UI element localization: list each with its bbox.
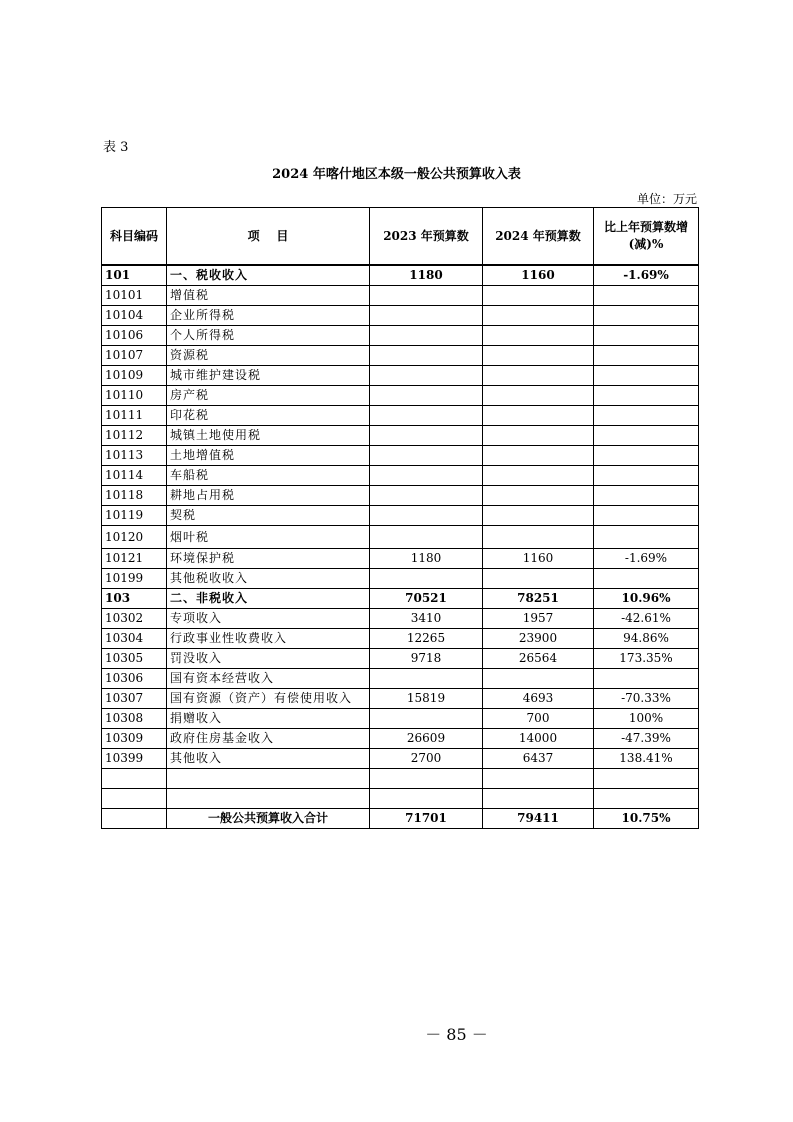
code-cell xyxy=(102,789,167,809)
budget-2024-cell xyxy=(483,286,594,306)
code-cell: 10306 xyxy=(102,669,167,689)
budget-2023-cell xyxy=(370,526,483,549)
budget-2024-cell: 1160 xyxy=(483,549,594,569)
code-cell: 10121 xyxy=(102,549,167,569)
category-row xyxy=(102,589,699,609)
budget-2023-cell xyxy=(370,446,483,466)
item-name-cell: 资源税 xyxy=(167,346,370,366)
item-name-cell: 一、税收收入 xyxy=(167,265,370,286)
budget-2023-cell xyxy=(370,286,483,306)
budget-2024-cell xyxy=(483,446,594,466)
table-row xyxy=(102,609,699,629)
budget-2024-cell xyxy=(483,526,594,549)
budget-2023-cell xyxy=(370,669,483,689)
column-header-item: 项 目 xyxy=(167,208,370,266)
code-cell: 10304 xyxy=(102,629,167,649)
item-name-cell xyxy=(167,789,370,809)
budget-2024-cell xyxy=(483,769,594,789)
item-name-cell: 增值税 xyxy=(167,286,370,306)
change-percent-cell xyxy=(594,669,699,689)
budget-2024-cell xyxy=(483,426,594,446)
budget-2024-cell xyxy=(483,669,594,689)
change-percent-cell xyxy=(594,306,699,326)
budget-2023-cell xyxy=(370,506,483,526)
change-percent-cell xyxy=(594,326,699,346)
change-percent-cell: 94.86% xyxy=(594,629,699,649)
change-percent-cell xyxy=(594,366,699,386)
budget-2023-cell: 71701 xyxy=(370,809,483,829)
change-percent-cell xyxy=(594,466,699,486)
budget-2024-cell: 1957 xyxy=(483,609,594,629)
table-row xyxy=(102,306,699,326)
code-cell: 101 xyxy=(102,265,167,286)
item-name-cell: 城镇土地使用税 xyxy=(167,426,370,446)
code-cell: 103 xyxy=(102,589,167,609)
code-cell: 10106 xyxy=(102,326,167,346)
table-row xyxy=(102,426,699,446)
budget-2023-cell xyxy=(370,709,483,729)
code-cell: 10111 xyxy=(102,406,167,426)
table-row xyxy=(102,506,699,526)
budget-2024-cell xyxy=(483,486,594,506)
table-row xyxy=(102,486,699,506)
change-percent-cell xyxy=(594,286,699,306)
item-name-cell: 个人所得税 xyxy=(167,326,370,346)
code-cell: 10104 xyxy=(102,306,167,326)
budget-2024-cell xyxy=(483,366,594,386)
table-row xyxy=(102,286,699,306)
table-row xyxy=(102,689,699,709)
budget-2023-cell xyxy=(370,769,483,789)
table-row xyxy=(102,569,699,589)
budget-2024-cell xyxy=(483,326,594,346)
item-name-cell: 专项收入 xyxy=(167,609,370,629)
budget-2023-cell: 70521 xyxy=(370,589,483,609)
table-label: 表 3 xyxy=(103,140,129,155)
budget-2024-cell xyxy=(483,386,594,406)
item-name-cell: 印花税 xyxy=(167,406,370,426)
table-row xyxy=(102,629,699,649)
code-cell: 10199 xyxy=(102,569,167,589)
table-row xyxy=(102,466,699,486)
item-name-cell: 企业所得税 xyxy=(167,306,370,326)
budget-2024-cell: 6437 xyxy=(483,749,594,769)
code-cell: 10305 xyxy=(102,649,167,669)
item-name-cell: 一般公共预算收入合计 xyxy=(167,809,370,829)
code-cell: 10109 xyxy=(102,366,167,386)
item-name-cell: 烟叶税 xyxy=(167,526,370,549)
change-percent-cell: 10.96% xyxy=(594,589,699,609)
budget-2023-cell xyxy=(370,426,483,446)
change-percent-cell xyxy=(594,346,699,366)
item-name-cell: 耕地占用税 xyxy=(167,486,370,506)
code-cell: 10114 xyxy=(102,466,167,486)
change-percent-cell xyxy=(594,769,699,789)
change-percent-cell: -47.39% xyxy=(594,729,699,749)
budget-2023-cell: 12265 xyxy=(370,629,483,649)
budget-2023-cell xyxy=(370,326,483,346)
budget-2024-cell xyxy=(483,569,594,589)
code-cell: 10308 xyxy=(102,709,167,729)
change-percent-cell xyxy=(594,406,699,426)
column-header-2024: 2024 年预算数 xyxy=(483,208,594,266)
code-cell: 10118 xyxy=(102,486,167,506)
item-name-cell: 其他税收收入 xyxy=(167,569,370,589)
budget-2023-cell: 1180 xyxy=(370,549,483,569)
budget-2023-cell xyxy=(370,569,483,589)
table-row xyxy=(102,366,699,386)
code-cell: 10309 xyxy=(102,729,167,749)
change-percent-cell xyxy=(594,426,699,446)
budget-2023-cell: 1180 xyxy=(370,265,483,286)
budget-2024-cell xyxy=(483,789,594,809)
item-name-cell: 房产税 xyxy=(167,386,370,406)
table-body xyxy=(102,265,699,829)
item-name-cell: 罚没收入 xyxy=(167,649,370,669)
budget-2023-cell xyxy=(370,386,483,406)
column-header-change: 比上年预算数增(减)% xyxy=(594,208,699,266)
change-percent-cell: -70.33% xyxy=(594,689,699,709)
code-cell: 10112 xyxy=(102,426,167,446)
code-cell: 10119 xyxy=(102,506,167,526)
change-percent-cell xyxy=(594,569,699,589)
budget-2024-cell: 26564 xyxy=(483,649,594,669)
budget-2024-cell: 4693 xyxy=(483,689,594,709)
table-row xyxy=(102,789,699,809)
budget-2023-cell xyxy=(370,346,483,366)
budget-2024-cell: 78251 xyxy=(483,589,594,609)
budget-2024-cell: 23900 xyxy=(483,629,594,649)
category-row xyxy=(102,265,699,286)
total-row xyxy=(102,809,699,829)
item-name-cell: 二、非税收入 xyxy=(167,589,370,609)
column-header-2023: 2023 年预算数 xyxy=(370,208,483,266)
item-name-cell: 国有资源（资产）有偿使用收入 xyxy=(167,689,370,709)
budget-2024-cell: 1160 xyxy=(483,265,594,286)
budget-2023-cell xyxy=(370,466,483,486)
document-title: 2024 年喀什地区本级一般公共预算收入表 xyxy=(272,167,521,182)
code-cell: 10120 xyxy=(102,526,167,549)
budget-2023-cell: 15819 xyxy=(370,689,483,709)
change-percent-cell xyxy=(594,506,699,526)
change-percent-cell: 173.35% xyxy=(594,649,699,669)
item-name-cell: 车船税 xyxy=(167,466,370,486)
budget-2024-cell xyxy=(483,466,594,486)
budget-2023-cell: 2700 xyxy=(370,749,483,769)
code-cell xyxy=(102,769,167,789)
budget-2024-cell: 700 xyxy=(483,709,594,729)
budget-2023-cell xyxy=(370,306,483,326)
budget-2023-cell: 9718 xyxy=(370,649,483,669)
column-header-code: 科目编码 xyxy=(102,208,167,266)
budget-2024-cell: 79411 xyxy=(483,809,594,829)
code-cell: 10399 xyxy=(102,749,167,769)
item-name-cell: 城市维护建设税 xyxy=(167,366,370,386)
budget-2023-cell xyxy=(370,366,483,386)
code-cell: 10302 xyxy=(102,609,167,629)
change-percent-cell xyxy=(594,386,699,406)
item-name-cell: 土地增值税 xyxy=(167,446,370,466)
unit-note: 单位：万元 xyxy=(636,192,697,206)
table-row xyxy=(102,649,699,669)
budget-2023-cell: 3410 xyxy=(370,609,483,629)
budget-table xyxy=(101,207,699,829)
item-name-cell: 行政事业性收费收入 xyxy=(167,629,370,649)
budget-2023-cell xyxy=(370,789,483,809)
item-name-cell: 国有资本经营收入 xyxy=(167,669,370,689)
item-name-cell: 捐赠收入 xyxy=(167,709,370,729)
table-row xyxy=(102,346,699,366)
table-row xyxy=(102,446,699,466)
budget-2024-cell xyxy=(483,306,594,326)
change-percent-cell: 138.41% xyxy=(594,749,699,769)
code-cell: 10307 xyxy=(102,689,167,709)
item-name-cell xyxy=(167,769,370,789)
item-name-cell: 政府住房基金收入 xyxy=(167,729,370,749)
change-percent-cell: -42.61% xyxy=(594,609,699,629)
change-percent-cell: -1.69% xyxy=(594,265,699,286)
budget-2023-cell xyxy=(370,486,483,506)
change-percent-cell: 100% xyxy=(594,709,699,729)
table-row xyxy=(102,669,699,689)
table-row xyxy=(102,526,699,549)
table-row xyxy=(102,729,699,749)
change-percent-cell xyxy=(594,789,699,809)
budget-2024-cell: 14000 xyxy=(483,729,594,749)
change-percent-cell: -1.69% xyxy=(594,549,699,569)
change-percent-cell xyxy=(594,526,699,549)
code-cell: 10110 xyxy=(102,386,167,406)
change-percent-cell: 10.75% xyxy=(594,809,699,829)
table-row xyxy=(102,549,699,569)
code-cell xyxy=(102,809,167,829)
code-cell: 10101 xyxy=(102,286,167,306)
table-row xyxy=(102,749,699,769)
table-row xyxy=(102,709,699,729)
item-name-cell: 其他收入 xyxy=(167,749,370,769)
budget-2023-cell: 26609 xyxy=(370,729,483,749)
budget-2024-cell xyxy=(483,506,594,526)
table-row xyxy=(102,326,699,346)
code-cell: 10113 xyxy=(102,446,167,466)
change-percent-cell xyxy=(594,446,699,466)
change-percent-cell xyxy=(594,486,699,506)
table-row xyxy=(102,386,699,406)
budget-2023-cell xyxy=(370,406,483,426)
code-cell: 10107 xyxy=(102,346,167,366)
table-row xyxy=(102,769,699,789)
table-row xyxy=(102,406,699,426)
page-number: － 85 － xyxy=(425,1025,488,1044)
budget-2024-cell xyxy=(483,346,594,366)
item-name-cell: 环境保护税 xyxy=(167,549,370,569)
table-header-row xyxy=(102,208,699,266)
item-name-cell: 契税 xyxy=(167,506,370,526)
budget-2024-cell xyxy=(483,406,594,426)
